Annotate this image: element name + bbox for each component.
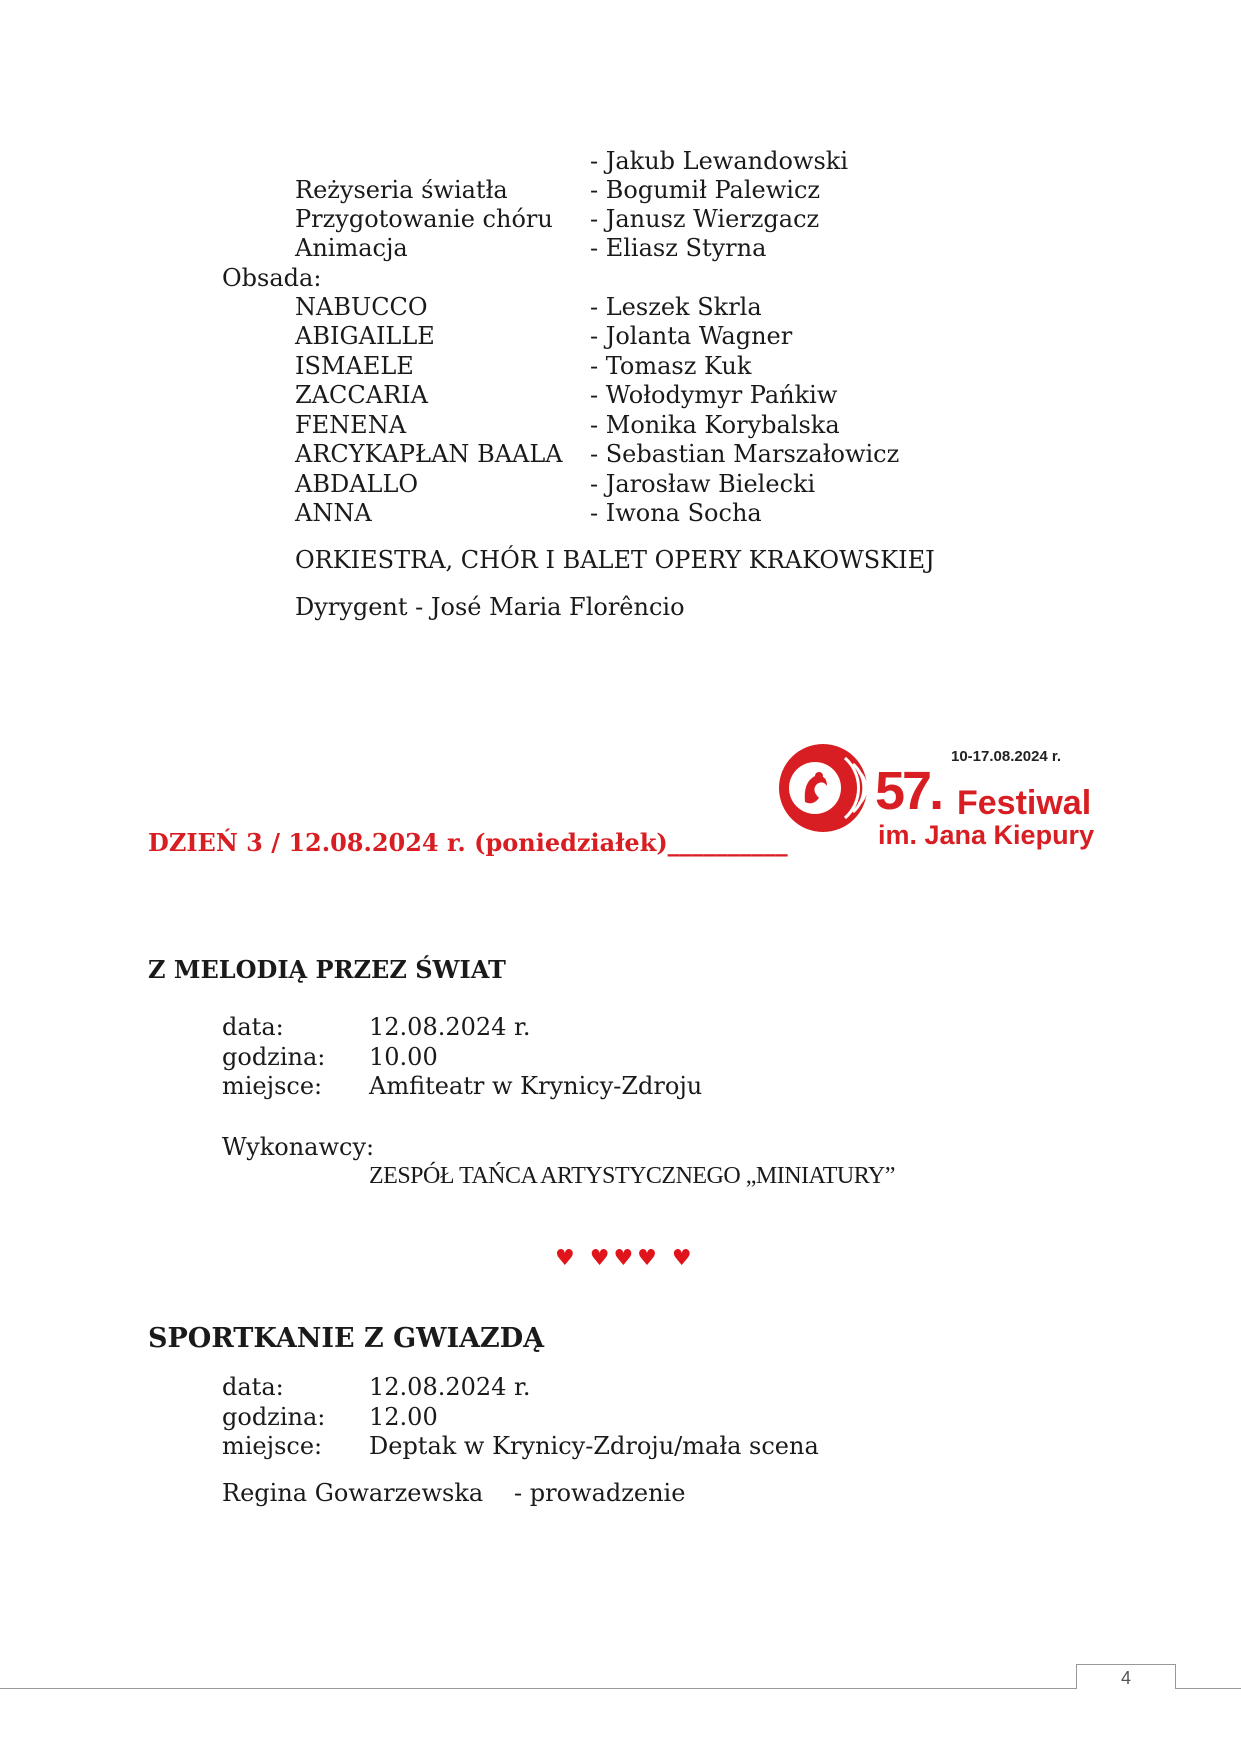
logo-word: Festiwal	[957, 784, 1092, 822]
cast-role: ABDALLO	[295, 470, 419, 498]
logo-subtitle: im. Jana Kiepury	[878, 820, 1095, 850]
detail-value: Amfiteatr w Krynicy-Zdroju	[369, 1072, 703, 1100]
cast-name: - Monika Korybalska	[590, 411, 840, 439]
cast-label: Obsada:	[222, 264, 322, 292]
cast-role: ANNA	[295, 499, 372, 527]
host-role: - prowadzenie	[514, 1479, 686, 1507]
detail-label: miejsce:	[222, 1432, 323, 1460]
event2-title: SPORTKANIE Z GWIAZDĄ	[148, 1323, 545, 1354]
page-number: 4	[1076, 1664, 1176, 1689]
credit-role: Reżyseria światła	[295, 176, 508, 204]
credit-name: - Bogumił Palewicz	[590, 176, 821, 204]
detail-value: 10.00	[369, 1043, 438, 1071]
detail-value: Deptak w Krynicy-Zdroju/mała scena	[369, 1432, 819, 1460]
detail-label: data:	[222, 1013, 284, 1041]
cast-role: NABUCCO	[295, 293, 428, 321]
credit-role: Przygotowanie chóru	[295, 205, 553, 233]
detail-value: 12.00	[369, 1403, 438, 1431]
cast-name: - Jolanta Wagner	[590, 322, 793, 350]
cast-name: - Sebastian Marszałowicz	[590, 440, 900, 468]
cast-role: ARCYKAPŁAN BAALA	[295, 440, 563, 468]
detail-value: 12.08.2024 r.	[369, 1013, 531, 1041]
detail-label: data:	[222, 1373, 284, 1401]
cast-name: - Jarosław Bielecki	[590, 470, 816, 498]
orchestra-line: ORKIESTRA, CHÓR I BALET OPERY KRAKOWSKIEJ	[295, 546, 935, 574]
cast-role: ZACCARIA	[295, 381, 428, 409]
detail-label: miejsce:	[222, 1072, 323, 1100]
credit-name: - Eliasz Styrna	[590, 234, 767, 262]
cast-name: - Iwona Socha	[590, 499, 762, 527]
performers-label: Wykonawcy:	[222, 1133, 375, 1161]
credit-role: Animacja	[295, 234, 408, 262]
cast-role: ABIGAILLE	[295, 322, 435, 350]
credit-name: - Janusz Wierzgacz	[590, 205, 820, 233]
host-name: Regina Gowarzewska	[222, 1479, 484, 1507]
detail-value: 12.08.2024 r.	[369, 1373, 531, 1401]
performers-value: ZESPÓŁ TAŃCA ARTYSTYCZNEGO „MINIATURY”	[369, 1163, 895, 1189]
day-heading: DZIEŃ 3 / 12.08.2024 r. (poniedziałek)__________	[148, 828, 788, 857]
cast-name: - Tomasz Kuk	[590, 352, 752, 380]
detail-label: godzina:	[222, 1403, 326, 1431]
event1-title: Z MELODIĄ PRZEZ ŚWIAT	[148, 955, 506, 984]
logo-number: 57.	[875, 761, 942, 821]
footer-rule	[0, 1688, 1241, 1689]
cast-name: - Wołodymyr Pańkiw	[590, 381, 838, 409]
heart-divider: ♥ ♥♥♥ ♥	[555, 1246, 696, 1271]
detail-label: godzina:	[222, 1043, 326, 1071]
cast-name: - Leszek Skrla	[590, 293, 762, 321]
cast-role: ISMAELE	[295, 352, 414, 380]
conductor-line: Dyrygent - José Maria Florêncio	[295, 593, 685, 621]
festival-logo	[775, 740, 1095, 850]
cast-role: FENENA	[295, 411, 407, 439]
logo-dates: 10-17.08.2024 r.	[951, 748, 1062, 765]
credit-name: - Jakub Lewandowski	[590, 147, 848, 175]
